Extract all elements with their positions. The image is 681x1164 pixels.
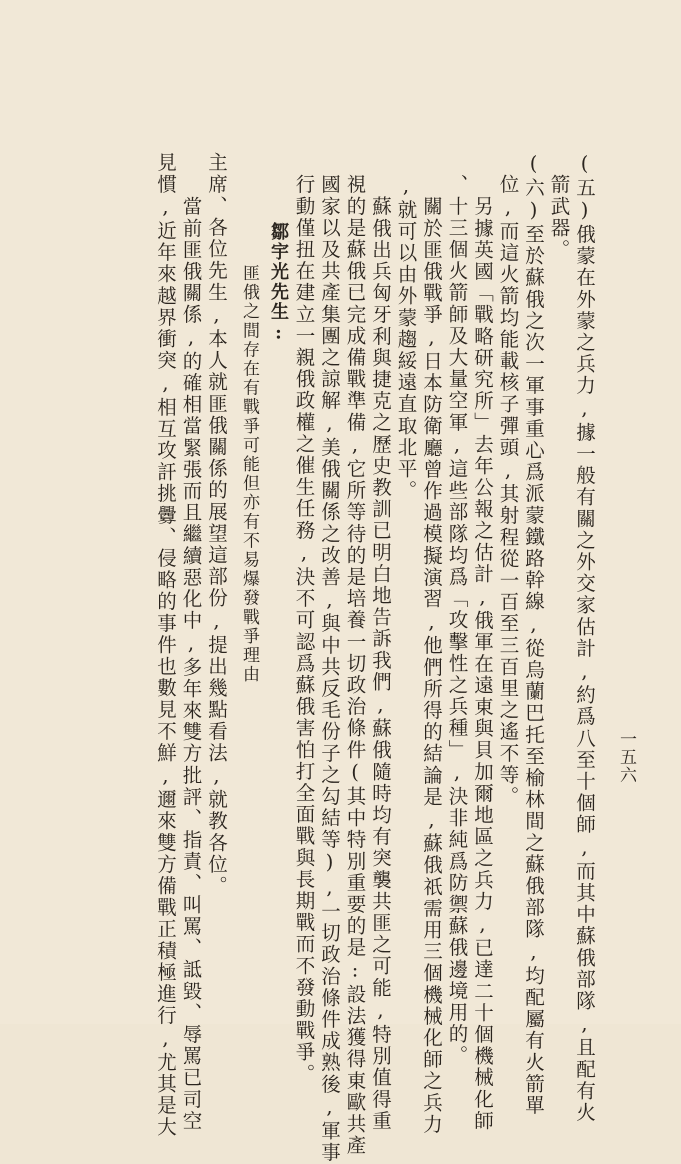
page-number: 一五六	[616, 730, 636, 784]
text-column: (五)俄蒙在外蒙之兵力,據一般有關之外交家估計,約爲八至十個師,而其中蘇俄部隊,且配有火	[573, 152, 596, 1124]
text-column: 主席、各位先生,本人就匪俄關係的展望這部份,提出幾點看法,就教各位。	[205, 152, 228, 897]
text-column: 國家以及共產集團之諒解,美俄關係之改善,與中共反毛份子之勾結等),一切政治條件成熟後,軍事	[318, 174, 341, 1164]
text-column: 視的是蘇俄已完成備戰準備,它所等待的是培養一切政治條件(其中特別重要的是:設法獲得東歐共產	[343, 174, 367, 1157]
speaker-heading: 鄒宇光先生:	[268, 222, 289, 346]
text-column: 關於匪俄戰爭,日本防衛廳曾作過模擬演習,他們所得的結論是,蘇俄祇需用三個機械化師之兵力	[420, 196, 443, 1136]
text-column: 位,而這火箭均能載核子彈頭,其射程從一百至三百里之遙不等。	[496, 174, 520, 808]
speech-subtitle: 匪俄之間存在有戰爭可能但亦有不易爆發戰爭理由	[239, 264, 259, 685]
text-column: 蘇俄出兵匈牙利與捷克之歷史教訓已明白地告訴我們,蘇俄隨時均有突襲共匪之可能,特別值得重	[369, 196, 392, 1132]
text-column: 另據英國「戰略研究所」去年公報之估計,俄軍在遠東與貝加爾地區之兵力,已達二十個機械化師	[471, 196, 494, 1132]
text-column: 、十三個火箭師及大量空軍,這些部隊均爲「攻擊性之兵種」,決非純爲防禦蘇俄邊境用的。	[445, 174, 469, 1067]
text-column: 當前匪俄關係,的確相當緊張而且繼續惡化中,多年來雙方批評、指責、叫罵、詆毀、辱罵已司空	[179, 196, 203, 1132]
text-column: ,就可以由外蒙趨綏遠直取北平。	[394, 174, 418, 502]
text-column: 箭武器。	[547, 174, 571, 261]
text-column: (六)至於蘇俄之次一軍事重心爲派蒙鐵路幹線,從烏蘭巴托至榆林間之蘇俄部隊,均配屬有火箭單	[522, 152, 545, 1117]
vertical-text-block	[153, 152, 598, 1164]
text-column: 行動僅扭在建立一親俄政權之催生任務,決不可認爲蘇俄害怕打全面戰與長期戰而不發動戰爭。	[292, 174, 316, 1085]
text-column: 見慣,近年來越界衝突,相互攻訐挑釁、侵略的事件也數見不鮮,邇來雙方備戰正積極進行,尤其是大	[154, 152, 177, 1138]
